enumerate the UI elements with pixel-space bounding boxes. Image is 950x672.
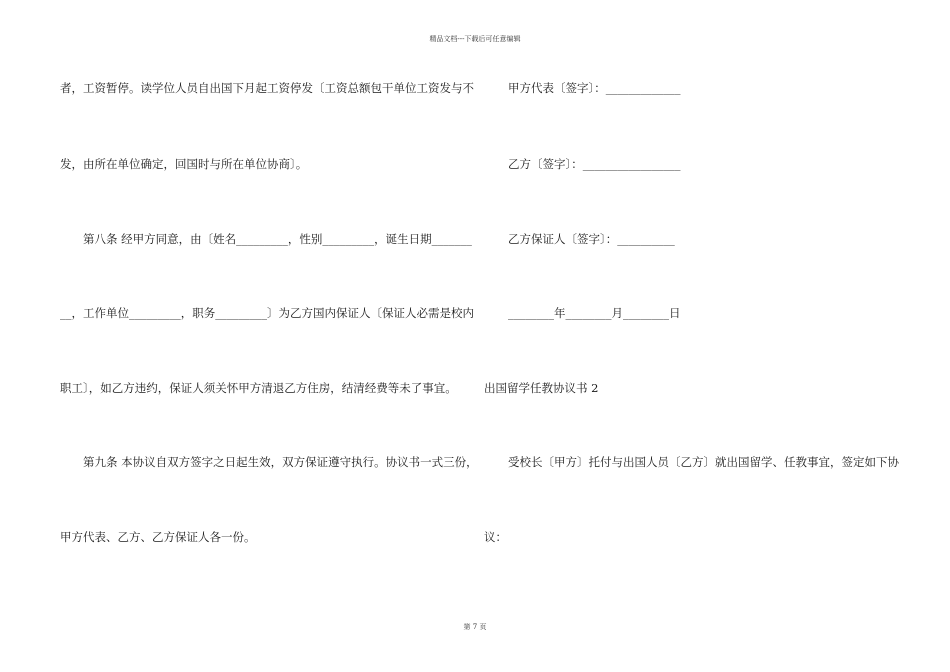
right-line-7: 议： [484,530,507,544]
left-line-4: __，工作单位_________，职务_________〕为乙方国内保证人〔保证人必需是校内 [60,306,474,320]
right-line-4: ________年________月________日 [508,306,681,320]
page-header: 精品文档---下载后可任意编辑 [429,35,521,43]
right-line-3: 乙方保证人〔签字〕：__________ [508,232,675,246]
left-line-1: 者，工资暂停。读学位人员自出国下月起工资停发〔工资总额包干单位工资发与不 [60,81,474,95]
right-line-1: 甲方代表〔签字〕：_____________ [508,81,681,95]
page-footer: 第 7 页 [463,623,487,631]
left-line-2: 发，由所在单位确定，回国时与所在单位协商〕。 [60,157,308,171]
right-line-5: 出国留学任教协议书 2 [484,381,599,395]
left-line-7: 甲方代表、乙方、乙方保证人各一份。 [60,530,256,544]
right-line-2: 乙方〔签字〕：_________________ [508,157,681,171]
left-line-6: 第九条 本协议自双方签字之日起生效，双方保证遵守执行。协议书一式三份， [83,455,478,469]
right-line-6: 受校长〔甲方〕托付与出国人员〔乙方〕就出国留学、任教事宜，签定如下协 [508,455,899,469]
left-line-3: 第八条 经甲方同意，由〔姓名_________，性别_________，诞生日期_______ [83,232,472,246]
left-line-5: 职工〕，如乙方违约，保证人须关怀甲方清退乙方住房，结清经费等未了事宜。 [60,381,457,395]
